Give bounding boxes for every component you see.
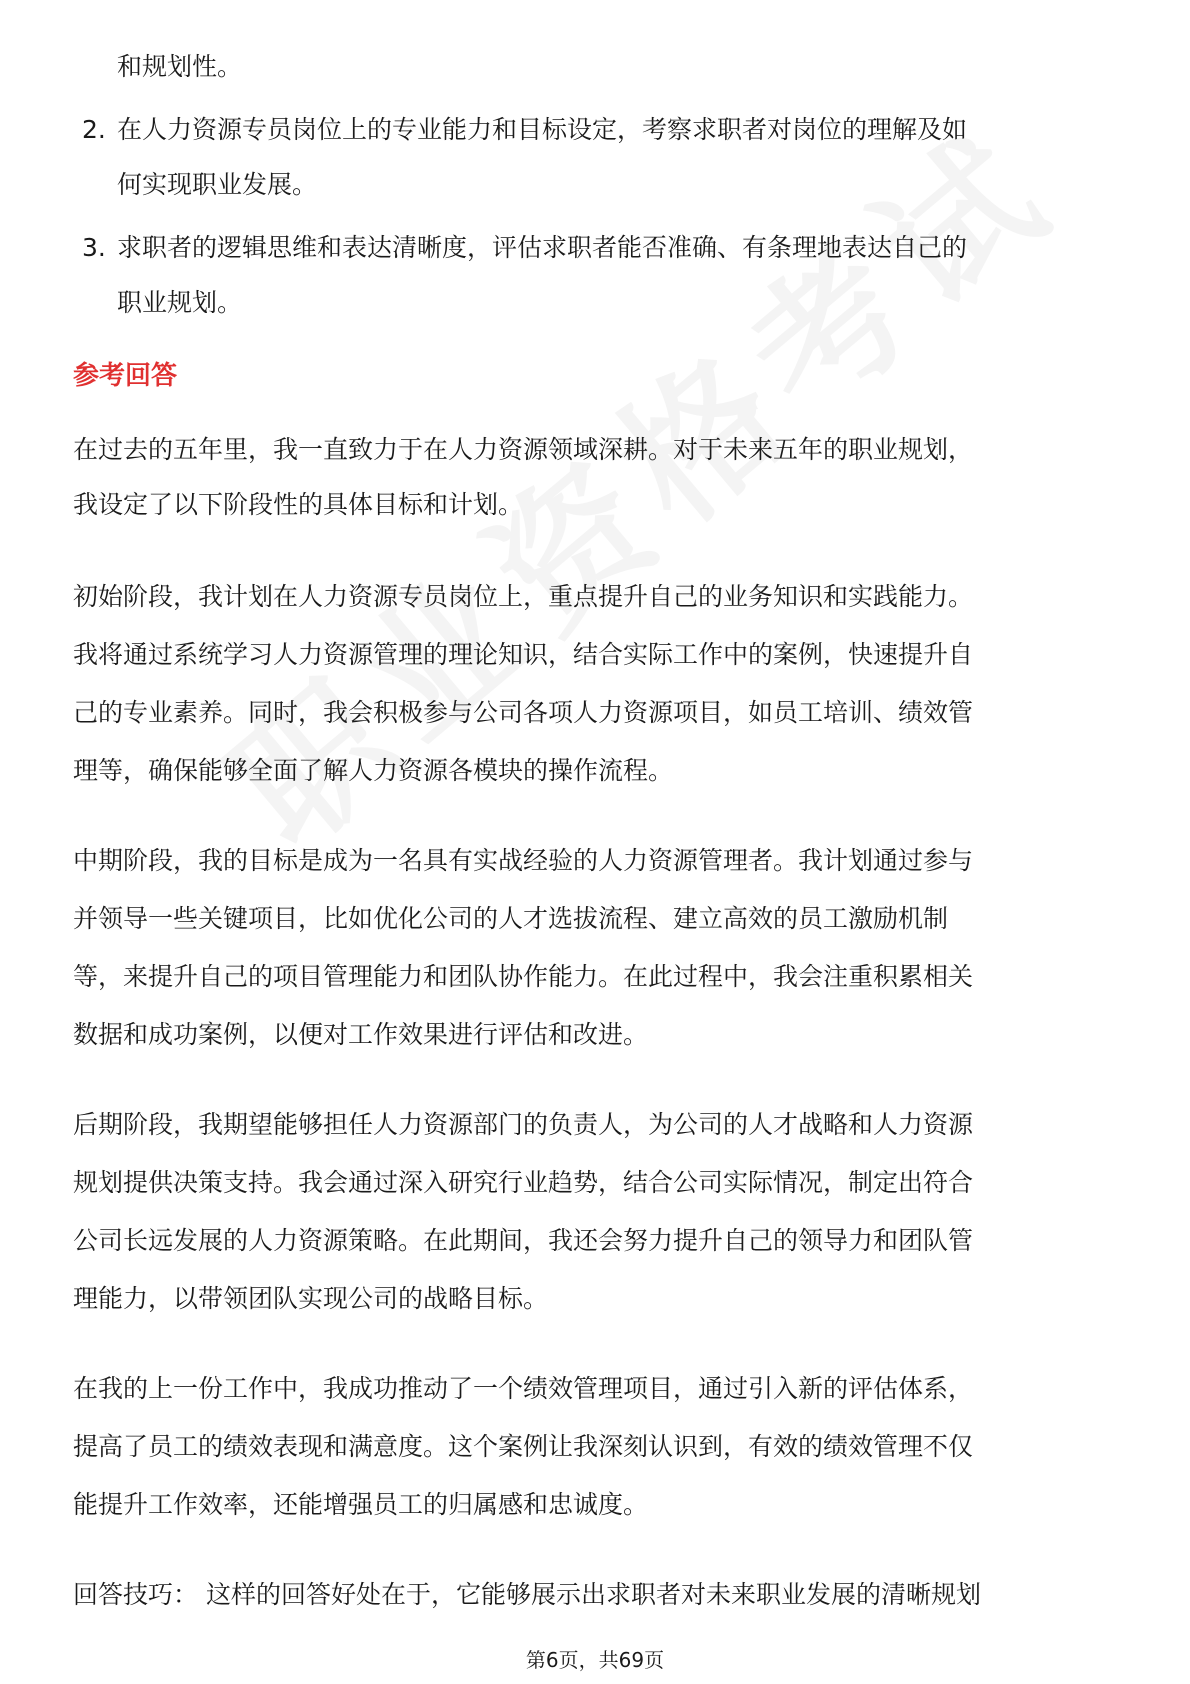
paragraph-line: 等，来提升自己的项目管理能力和团队协作能力。在此过程中，我会注重积累相关 bbox=[73, 962, 974, 991]
page-number: 第6页，共69页 bbox=[525, 1648, 665, 1672]
paragraph-line: 并领导一些关键项目，比如优化公司的人才选拔流程、建立高效的员工激励机制 bbox=[73, 904, 949, 933]
paragraph-line: 公司长远发展的人力资源策略。在此期间，我还会努力提升自己的领导力和团队管 bbox=[73, 1226, 974, 1255]
list-item-line: 在人力资源专员岗位上的专业能力和目标设定，考察求职者对岗位的理解及如 bbox=[117, 115, 968, 144]
paragraph-line: 初始阶段，我计划在人力资源专员岗位上，重点提升自己的业务知识和实践能力。 bbox=[73, 582, 974, 611]
paragraph-line: 理等，确保能够全面了解人力资源各模块的操作流程。 bbox=[73, 756, 674, 785]
paragraph-line: 我设定了以下阶段性的具体目标和计划。 bbox=[73, 490, 524, 519]
list-item-number: 2. bbox=[82, 115, 106, 144]
paragraph-line: 中期阶段，我的目标是成为一名具有实战经验的人力资源管理者。我计划通过参与 bbox=[73, 846, 974, 875]
paragraph-line: 后期阶段，我期望能够担任人力资源部门的负责人，为公司的人才战略和人力资源 bbox=[73, 1110, 974, 1139]
paragraph-line: 回答技巧： 这样的回答好处在于，它能够展示出求职者对未来职业发展的清晰规划 bbox=[73, 1580, 981, 1609]
paragraph-line: 理能力，以带领团队实现公司的战略目标。 bbox=[73, 1284, 549, 1313]
list-item-line: 何实现职业发展。 bbox=[117, 170, 318, 199]
paragraph-line: 在过去的五年里，我一直致力于在人力资源领域深耕。对于未来五年的职业规划， bbox=[73, 435, 974, 464]
paragraph-line: 规划提供决策支持。我会通过深入研究行业趋势，结合公司实际情况，制定出符合 bbox=[73, 1168, 974, 1197]
paragraph-line: 己的专业素养。同时，我会积极参与公司各项人力资源项目，如员工培训、绩效管 bbox=[73, 698, 974, 727]
paragraph-line: 数据和成功案例，以便对工作效果进行评估和改进。 bbox=[73, 1020, 649, 1049]
list-item-number: 3. bbox=[82, 233, 106, 262]
paragraph-line: 能提升工作效率，还能增强员工的归属感和忠诚度。 bbox=[73, 1490, 649, 1519]
paragraph-line: 在我的上一份工作中，我成功推动了一个绩效管理项目，通过引入新的评估体系， bbox=[73, 1374, 974, 1403]
list-item-line: 求职者的逻辑思维和表达清晰度，评估求职者能否准确、有条理地表达自己的 bbox=[117, 233, 968, 262]
paragraph-line: 我将通过系统学习人力资源管理的理论知识，结合实际工作中的案例，快速提升自 bbox=[73, 640, 974, 669]
answer-heading: 参考回答 bbox=[73, 361, 178, 391]
list-item-line: 职业规划。 bbox=[117, 288, 243, 317]
list-item-continuation: 和规划性。 bbox=[117, 52, 243, 81]
paragraph-line: 提高了员工的绩效表现和满意度。这个案例让我深刻认识到，有效的绩效管理不仅 bbox=[73, 1432, 974, 1461]
